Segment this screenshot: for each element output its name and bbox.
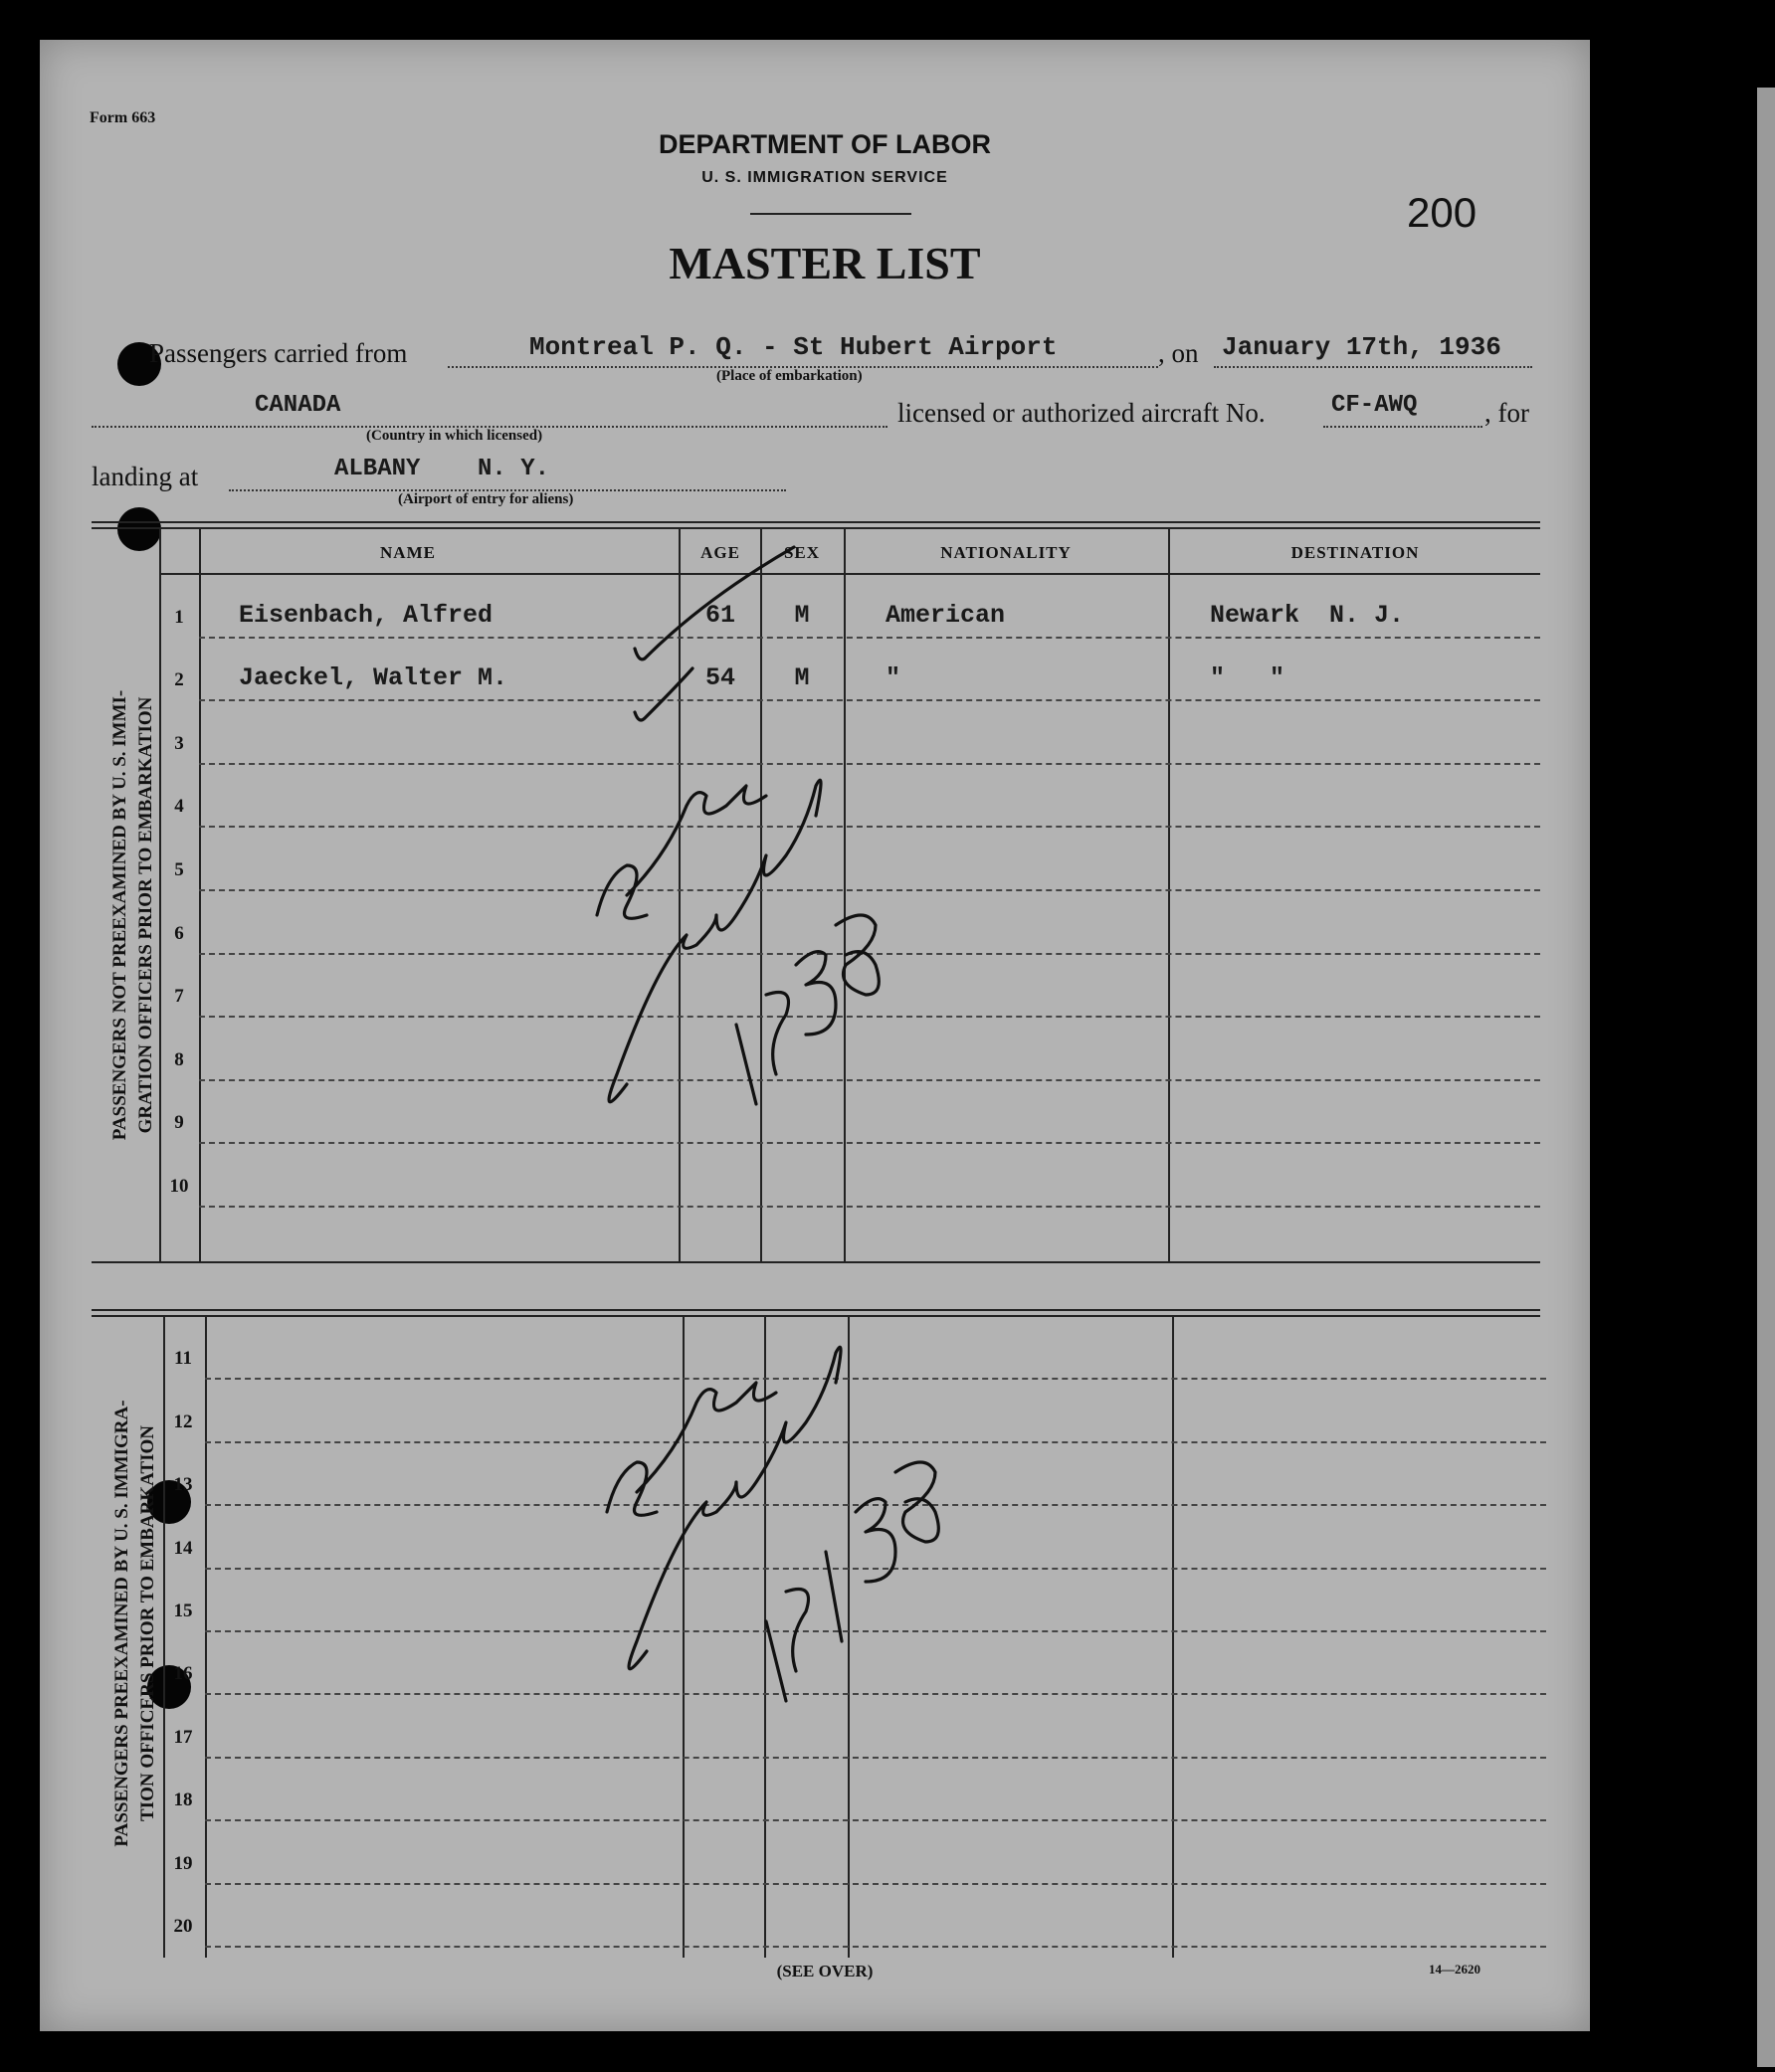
page-edge — [1757, 88, 1775, 2067]
print-code: 14—2620 — [1429, 1962, 1480, 1977]
department-heading: DEPARTMENT OF LABOR — [659, 129, 991, 159]
column-header-sex: SEX — [783, 543, 821, 562]
check-mark — [635, 668, 692, 720]
section-label-preexamined: PASSENGERS PREEXAMINED BY U. S. IMMIGRA- TION OFFICERS PRIOR TO EMBARKATION — [111, 1400, 158, 1847]
handwritten-annotations — [40, 40, 1590, 2031]
cell-destination: Newark N. J. — [1210, 600, 1405, 630]
handwritten-date — [766, 1462, 938, 1701]
cell-name: Jaeckel, Walter M. — [239, 663, 508, 693]
cell-nationality: American — [886, 600, 1006, 630]
cell-sex: M — [794, 663, 810, 693]
see-over-note: (SEE OVER) — [776, 1962, 874, 1980]
row-number: 17 — [173, 1726, 193, 1748]
on-label: , on — [1158, 338, 1199, 368]
cell-name: Eisenbach, Alfred — [239, 600, 493, 630]
master-list-form — [40, 40, 1590, 2031]
row-number: 8 — [174, 1048, 184, 1070]
landing-airport: ALBANY N. Y. — [334, 456, 550, 482]
cell-age: 61 — [704, 600, 735, 630]
row-number: 2 — [174, 669, 184, 691]
for-label: , for — [1484, 398, 1529, 428]
country-caption: (Country in which licensed) — [366, 428, 543, 444]
embarkation-date: January 17th, 1936 — [1222, 332, 1501, 362]
aircraft-number: CF-AWQ — [1331, 392, 1418, 419]
landing-label: landing at — [92, 462, 199, 491]
column-header-nationality: NATIONALITY — [940, 543, 1072, 562]
row-number: 15 — [173, 1601, 193, 1621]
cell-sex: M — [794, 600, 810, 630]
country: CANADA — [255, 392, 341, 419]
cell-nationality: " — [886, 663, 901, 693]
page-number: 200 — [1407, 189, 1478, 236]
row-number: 5 — [174, 859, 184, 880]
row-number: 20 — [173, 1916, 193, 1937]
aircraft-label: licensed or authorized aircraft No. — [897, 398, 1266, 428]
row-number: 12 — [173, 1411, 193, 1432]
embarkation-place: Montreal P. Q. - St Hubert Airport — [529, 332, 1058, 362]
embarkation-caption: (Place of embarkation) — [716, 368, 863, 384]
form-number: Form 663 — [90, 109, 156, 126]
cell-destination: " " — [1210, 663, 1285, 693]
column-header-name: NAME — [380, 543, 436, 562]
landing-caption: (Airport of entry for aliens) — [398, 491, 574, 507]
row-number: 18 — [173, 1789, 193, 1811]
row-number: 9 — [174, 1112, 184, 1134]
row-number: 3 — [174, 732, 184, 754]
row-number: 1 — [174, 606, 184, 628]
check-mark — [635, 547, 794, 659]
signature — [609, 780, 821, 1101]
row-number: 19 — [173, 1852, 193, 1874]
cell-age: 54 — [704, 663, 735, 693]
row-number: 7 — [174, 986, 184, 1008]
row-number: 14 — [173, 1537, 193, 1559]
column-header-destination: DESTINATION — [1290, 543, 1420, 562]
row-number: 13 — [173, 1474, 193, 1496]
service-heading: U. S. IMMIGRATION SERVICE — [701, 169, 948, 186]
carried-from-label: Passengers carried from — [149, 338, 408, 368]
handwritten-date — [736, 915, 879, 1104]
signature — [607, 1383, 776, 1515]
row-number: 16 — [173, 1663, 193, 1685]
signature — [629, 1347, 841, 1668]
page-title: MASTER LIST — [669, 238, 981, 288]
column-header-age: AGE — [700, 543, 740, 562]
row-number: 6 — [174, 922, 184, 944]
row-number: 11 — [174, 1348, 192, 1370]
row-number: 4 — [174, 796, 184, 818]
row-number: 10 — [169, 1176, 189, 1197]
section-label-not-preexamined: PASSENGERS NOT PREEXAMINED BY U. S. IMMI- GRATION OFFICERS PRIOR TO EMBARKATION — [109, 689, 156, 1141]
signature — [597, 786, 766, 918]
